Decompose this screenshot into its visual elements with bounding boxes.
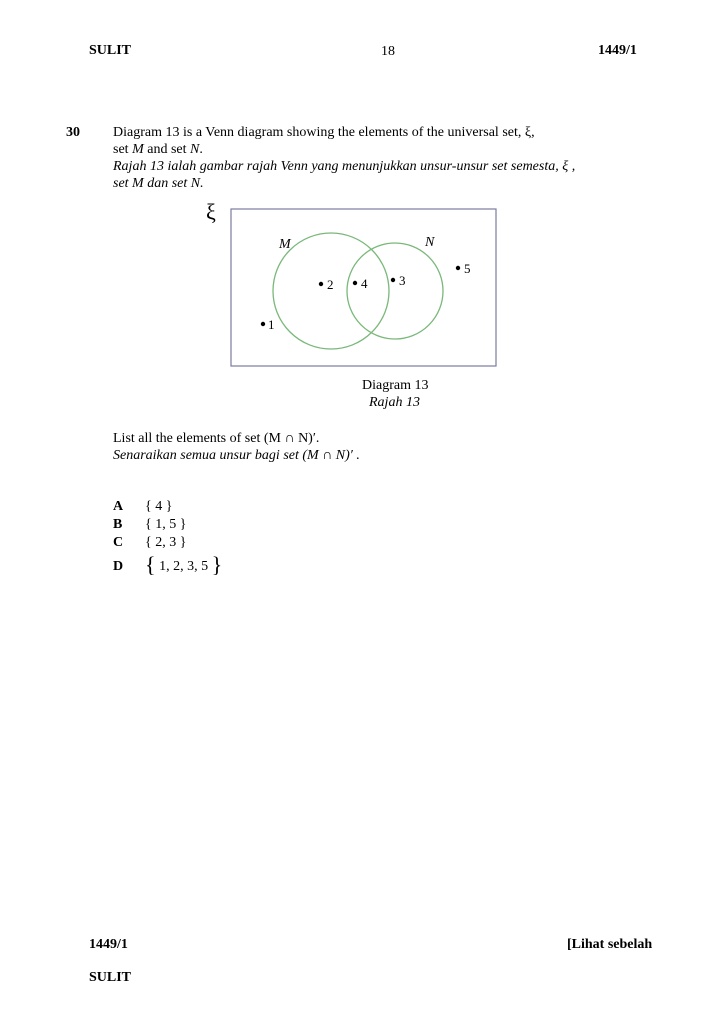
question-en-line1	[113, 124, 633, 141]
option-b-value: { 1, 5 }	[145, 517, 187, 532]
option-b-letter: B	[113, 517, 123, 532]
question-en-line2	[113, 141, 633, 158]
option-c-value-text: 2, 3	[155, 535, 177, 550]
option-a-letter: A	[113, 499, 124, 514]
question-my-line1: Rajah 13 ialah gambar rajah Venn yang menunjukkan unsur-unsur set semesta, ξ ,	[113, 159, 576, 174]
universal-set-symbol: ξ	[206, 199, 216, 224]
option-a[interactable]	[113, 497, 222, 515]
footer-turn-over: [Lihat sebelah	[567, 937, 653, 952]
diagram-caption-en: Diagram 13	[362, 378, 429, 393]
prompt-my: Senaraikan semua unsur bagi set (M ∩ N)′ .	[113, 448, 360, 463]
question-text	[113, 124, 633, 192]
set-n-circle	[347, 243, 443, 339]
answer-options	[113, 497, 222, 575]
element-4-dot	[353, 281, 357, 285]
set-n-ref: N	[190, 142, 200, 157]
option-c-letter: C	[113, 535, 124, 550]
prompt-en: List all the elements of set (M ∩ N)′.	[113, 431, 320, 446]
page-number: 18	[381, 44, 395, 59]
option-d-letter: D	[113, 559, 124, 574]
option-b[interactable]	[113, 515, 222, 533]
set-n-label: N	[425, 235, 435, 250]
set-m-label: M	[279, 237, 291, 252]
paper-code: 1449/1	[598, 43, 637, 58]
footer-code: 1449/1	[89, 937, 128, 952]
question-en-line2-a: set	[113, 142, 133, 157]
question-en-line2-b: and set	[143, 142, 190, 157]
option-c[interactable]	[113, 533, 222, 551]
element-2-dot	[319, 282, 323, 286]
element-2-label: 2	[327, 277, 334, 292]
element-1-dot	[261, 322, 265, 326]
set-m-ref: M	[132, 142, 144, 157]
element-1-label: 1	[268, 317, 275, 332]
element-5-label: 5	[464, 261, 471, 276]
option-b-value-text: 1, 5	[155, 517, 177, 532]
element-4-label: 4	[361, 276, 368, 291]
xi-symbol: ξ	[524, 125, 532, 140]
element-3-dot	[391, 278, 395, 282]
option-d-value: { 1, 2, 3, 5 }	[145, 552, 223, 577]
element-3-label: 3	[399, 273, 406, 288]
option-d-value-text: 1, 2, 3, 5	[159, 559, 209, 574]
question-en-line1-comma: ,	[531, 125, 535, 140]
option-c-value: { 2, 3 }	[145, 535, 187, 550]
option-d[interactable]	[113, 552, 223, 577]
element-5-dot	[456, 266, 460, 270]
question-en-line1-text: Diagram 13 is a Venn diagram showing the elements of the universal set,	[113, 125, 525, 140]
header-sulit: SULIT	[89, 43, 132, 58]
option-a-value-text: 4	[155, 499, 163, 514]
diagram-caption-my: Rajah 13	[369, 395, 420, 410]
question-my-line2: set M dan set N.	[113, 176, 204, 191]
option-a-value: { 4 }	[145, 499, 173, 514]
question-en-line2-c: .	[199, 142, 203, 157]
footer-sulit: SULIT	[89, 970, 132, 985]
question-number: 30	[66, 125, 80, 140]
venn-diagram	[200, 195, 510, 375]
